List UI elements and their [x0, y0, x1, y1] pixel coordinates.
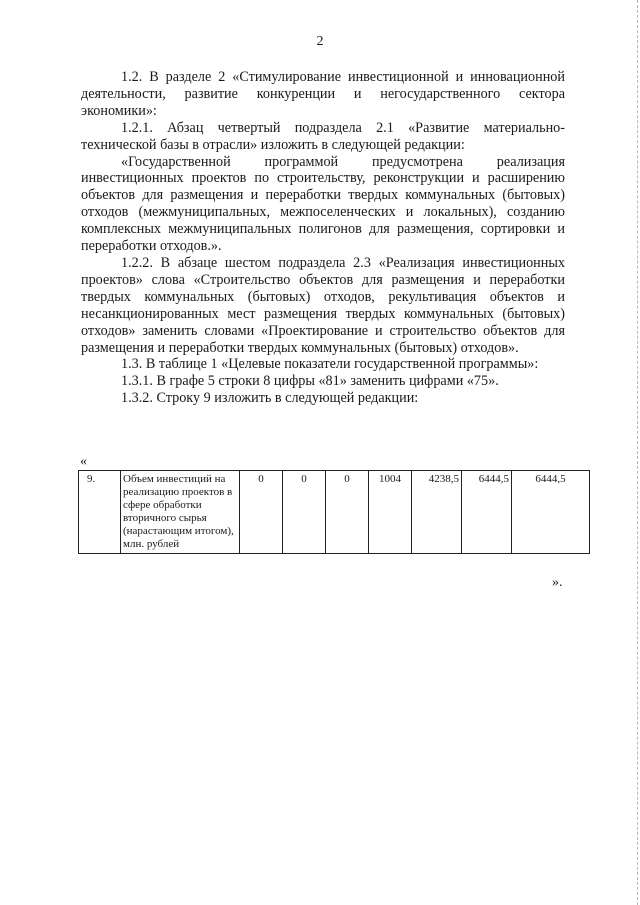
paragraph-1-3: 1.3. В таблице 1 «Целевые показатели государственной программы»:: [121, 356, 539, 373]
value-cell-3: 0: [326, 471, 369, 554]
row-9-table: [78, 470, 590, 554]
scan-edge-line: [636, 0, 638, 905]
value-cell-4: 1004: [369, 471, 412, 554]
document-body: [81, 69, 565, 407]
value-cell-6: 6444,5: [462, 471, 512, 554]
value-cell-7: 6444,5: [512, 471, 590, 554]
paragraph-new-wording-2-1: «Государственной программой предусмотрена реализация инвестиционных проектов по строительству, реконструкции и расширению объектов для размещения и переработки твердых коммунальных (бытовых) отходов (межмуниципальных, межпоселенческих и локальных), созданию комплексных межмуниципальных полигонов для размещения, сортировки и переработки отходов.».: [81, 153, 565, 255]
indicator-table: [78, 470, 590, 554]
paragraph-1-2-2: 1.2.2. В абзаце шестом подраздела 2.3 «Реализация инвестиционных проектов» слова «Строительство объектов для размещения и переработки твердых коммунальных (бытовых) отходов, рекультивация объектов и несанкционированных мест размещения твердых коммунальных (бытовых) отходов» заменить словами «Проектирование и строительство объектов для размещения и переработки твердых коммунальных (бытовых) отходов».: [81, 254, 565, 356]
table-row: [79, 471, 590, 554]
value-cell-2: 0: [283, 471, 326, 554]
table-close-quote: ».: [552, 575, 563, 590]
table-open-quote: «: [80, 454, 87, 469]
paragraph-1-2: 1.2. В разделе 2 «Стимулирование инвестиционной и инновационной деятельности, развитие конкуренции и негосударственного сектора экономики»:: [81, 69, 565, 119]
paragraph-1-2-1: 1.2.1. Абзац четвертый подраздела 2.1 «Развитие материально-технической базы в отрасли» изложить в следующей редакции:: [81, 119, 565, 153]
page-number: 2: [316, 34, 324, 49]
paragraph-1-3-1: 1.3.1. В графе 5 строки 8 цифры «81» заменить цифрами «75».: [121, 373, 499, 390]
value-cell-1: 0: [240, 471, 283, 554]
paragraph-1-3-2: 1.3.2. Строку 9 изложить в следующей редакции:: [121, 390, 419, 407]
indicator-name-cell: Объем инвестиций на реализацию проектов в сфере обработки вторичного сырья (нарастающим итогом), млн. рублей: [121, 471, 240, 554]
value-cell-5: 4238,5: [412, 471, 462, 554]
row-number-cell: 9.: [79, 471, 121, 554]
